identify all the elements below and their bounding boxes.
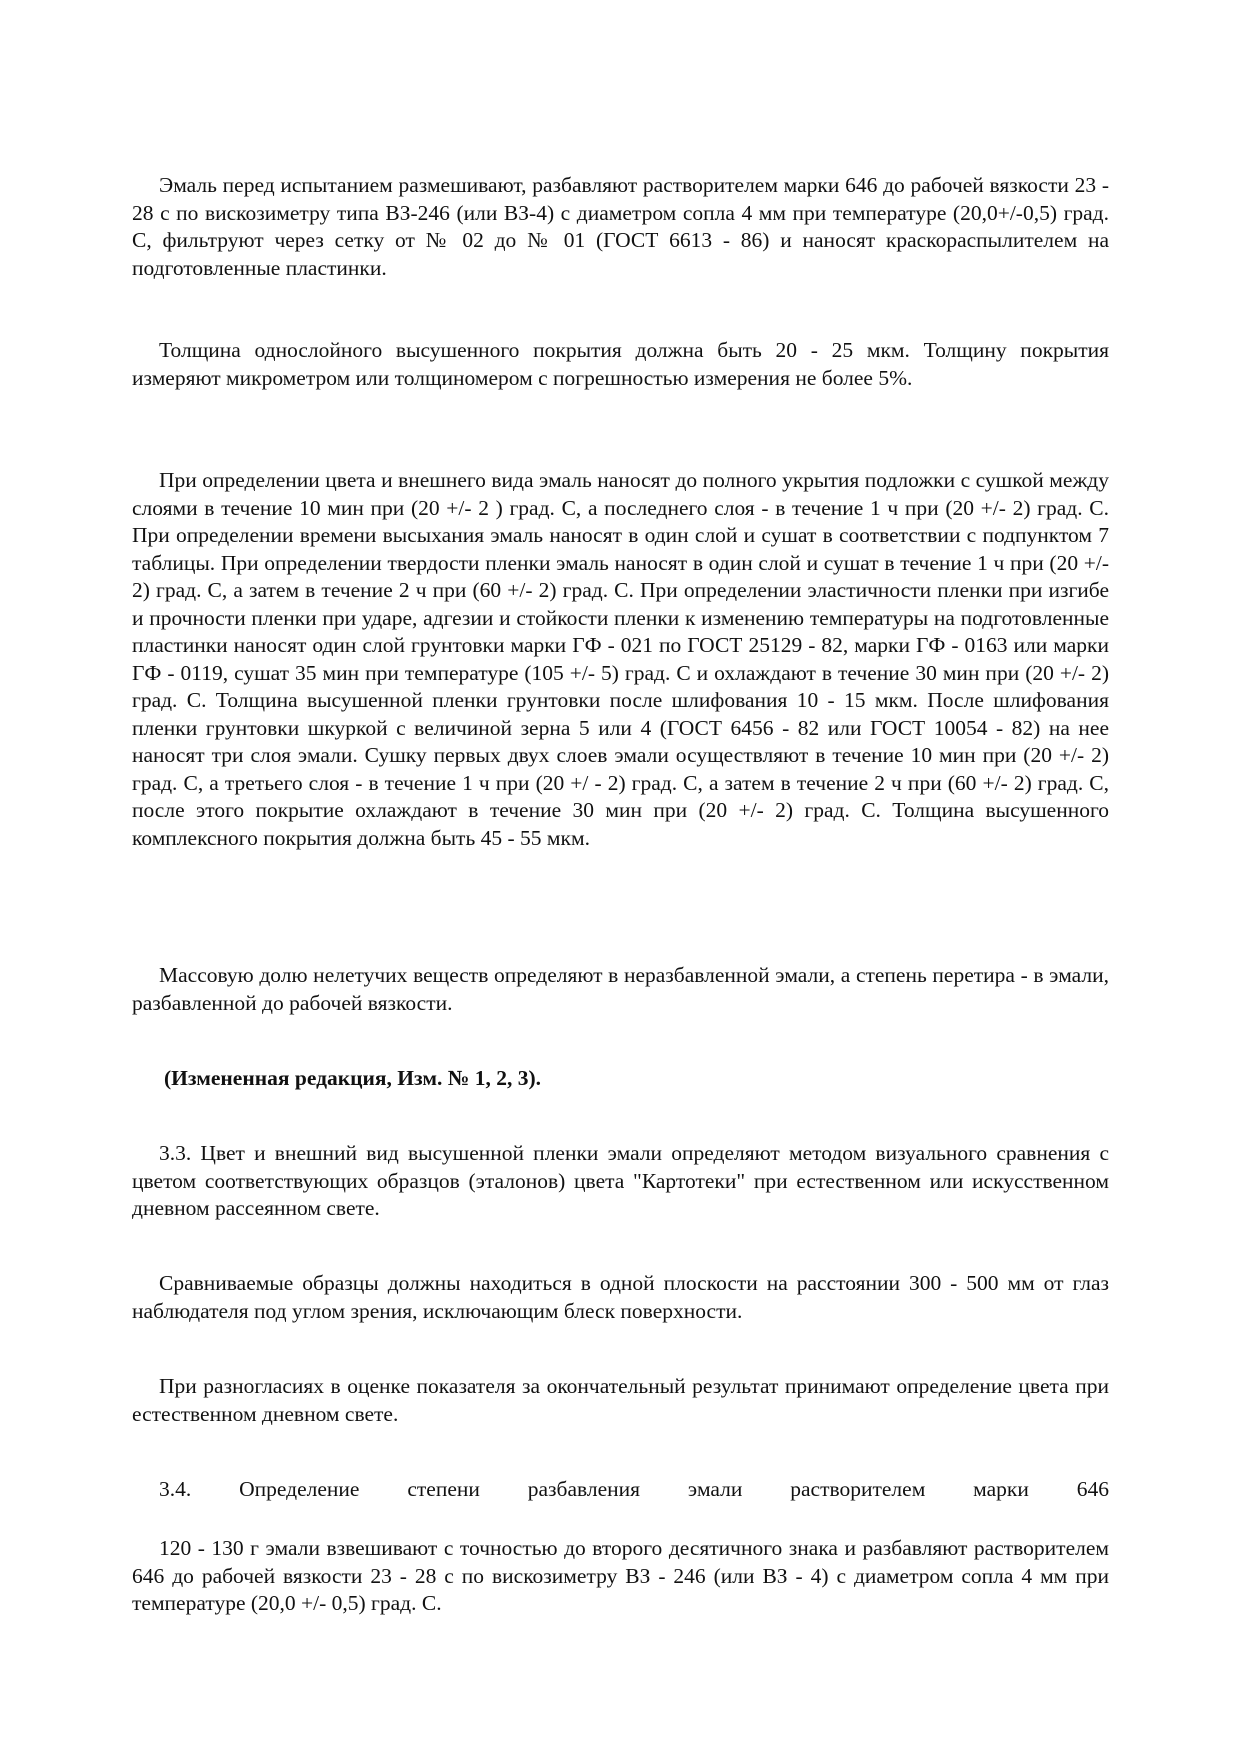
paragraph-disagreement-rule: При разногласиях в оценке показателя за окончательный результат принимают определение цвета при естественном дневном свете.: [132, 1374, 1109, 1426]
paragraph-color-determination: При определении цвета и внешнего вида эмаль наносят до полного укрытия подложки с сушкой между слоями в течение 10 мин при (20 +/- 2 ) град. С, а последнего слоя - в течение 1 ч при (20 +/- 2) град. С. При определении времени высыхания эмаль наносят в один слой и сушат в соответствии с подпунктом 7 таблицы. При определении твердости пленки эмаль наносят в один слой и сушат в течение 1 ч при (20 +/- 2) град. С, а затем в течение 2 ч при (60 +/- 2) град. С. При определении эластичности пленки при изгибе и прочности пленки при ударе, адгезии и стойкости пленки к изменению температуры на подготовленные пластинки наносят один слой грунтовки марки ГФ - 021 по ГОСТ 25129 - 82, марки ГФ - 0163 или марки ГФ - 0119, сушат 35 мин при температуре (105 +/- 5) град. С и охлаждают в течение 30 мин при (20 +/- 2) град. С. Толщина высушенной пленки грунтовки после шлифования 10 - 15 мкм. После шлифования пленки грунтовки шкуркой с величиной зерна 5 или 4 (ГОСТ 6456 - 82 или ГОСТ 10054 - 82) на нее наносят три слоя эмали. Сушку первых двух слоев эмали осуществляют в течение 10 мин при (20 +/- 2) град. С, а третьего слоя - в течение 1 ч при (20 +/ - 2) град. С, а затем в течение 2 ч при (60 +/- 2) град. С, после этого покрытие охлаждают в течение 30 мин при (20 +/- 2) град. С. Толщина высушенного комплексного покрытия должна быть 45 - 55 мкм.: [132, 468, 1109, 850]
paragraph-section-3-3: 3.3. Цвет и внешний вид высушенной пленки эмали определяют методом визуального сравнения с цветом соответствующих образцов (эталонов) цвета "Картотеки" при естественном или искусственном дневном рассеянном свете.: [132, 1141, 1109, 1220]
paragraph-coating-thickness: Толщина однослойного высушенного покрытия должна быть 20 - 25 мкм. Толщину покрытия измеряют микрометром или толщиномером с погрешностью измерения не более 5%.: [132, 338, 1109, 390]
paragraph-nonvolatile-fraction: Массовую долю нелетучих веществ определяют в неразбавленной эмали, а степень перетира - в эмали, разбавленной до рабочей вязкости.: [132, 963, 1109, 1015]
paragraph-dilution-procedure: 120 - 130 г эмали взвешивают с точностью до второго десятичного знака и разбавляют растворителем 646 до рабочей вязкости 23 - 28 с по вискозиметру ВЗ - 246 (или ВЗ - 4) с диаметром сопла 4 мм при температуре (20,0 +/- 0,5) град. С.: [132, 1536, 1109, 1615]
paragraph-sample-placement: Сравниваемые образцы должны находиться в одной плоскости на расстоянии 300 - 500 мм от глаз наблюдателя под углом зрения, исключающим блеск поверхности.: [132, 1271, 1109, 1323]
section-heading-3-4: 3.4. Определение степени разбавления эмали растворителем марки 646: [159, 1477, 1109, 1501]
amendment-note: (Измененная редакция, Изм. № 1, 2, 3).: [164, 1066, 541, 1090]
paragraph-enamel-preparation: Эмаль перед испытанием размешивают, разбавляют растворителем марки 646 до рабочей вязкости 23 - 28 с по вискозиметру типа ВЗ-246 (или ВЗ-4) с диаметром сопла 4 мм при температуре (20,0+/-0,5) град. С, фильтруют через сетку от № 02 до № 01 (ГОСТ 6613 - 86) и наносят краскораспылителем на подготовленные пластинки.: [132, 173, 1109, 280]
